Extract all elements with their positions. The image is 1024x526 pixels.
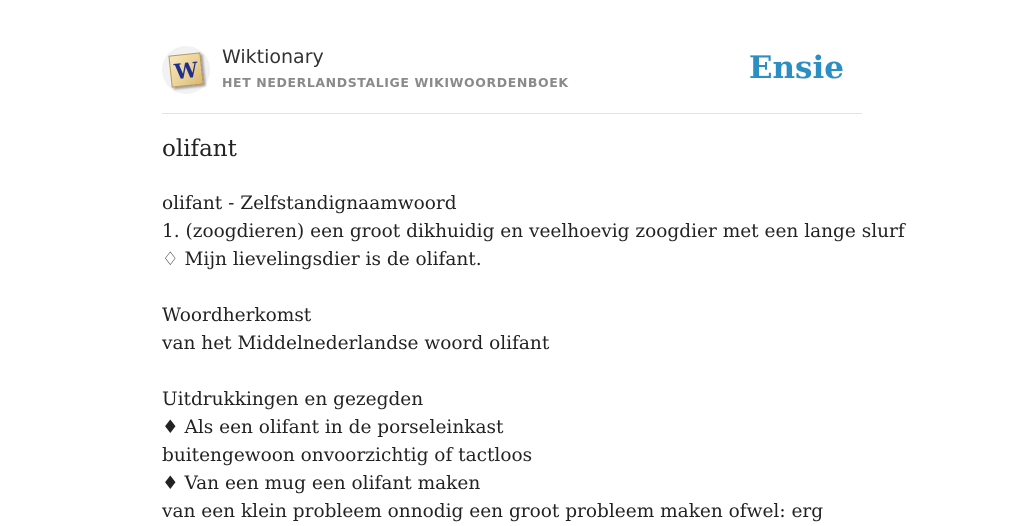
idioms-heading: Uitdrukkingen en gezegden (162, 389, 424, 410)
idiom-meaning: buitengewoon onvoorzichtig of tactloos (162, 445, 533, 466)
entry-title: olifant (162, 136, 237, 162)
site-header (162, 0, 862, 114)
entry-content (162, 190, 905, 526)
part-of-speech-line: olifant - Zelfstandignaamwoord (162, 193, 457, 214)
idiom-item: ♦ Van een mug een olifant maken (162, 473, 481, 494)
logo-tile-icon: W (168, 52, 203, 87)
etymology-heading: Woordherkomst (162, 305, 312, 326)
idiom-meaning: van een klein probleem onnodig een groot probleem maken ofwel: erg (162, 501, 824, 522)
ensie-brand-logo[interactable]: Ensie (748, 50, 844, 86)
wiktionary-logo[interactable] (162, 46, 210, 94)
spacer (162, 358, 882, 386)
site-name[interactable]: Wiktionary (222, 46, 324, 68)
spacer (162, 274, 882, 302)
idiom-item: ♦ Als een olifant in de porseleinkast (162, 417, 504, 438)
etymology-text: van het Middelnederlandse woord olifant (162, 333, 550, 354)
site-tagline: HET NEDERLANDSTALIGE WIKIWOORDENBOEK (222, 75, 569, 90)
page (162, 0, 905, 522)
definition-line: 1. (zoogdieren) een groot dikhuidig en veelhoevig zoogdier met een lange slurf (162, 221, 905, 242)
example-line: ♢ Mijn lievelingsdier is de olifant. (162, 249, 482, 270)
